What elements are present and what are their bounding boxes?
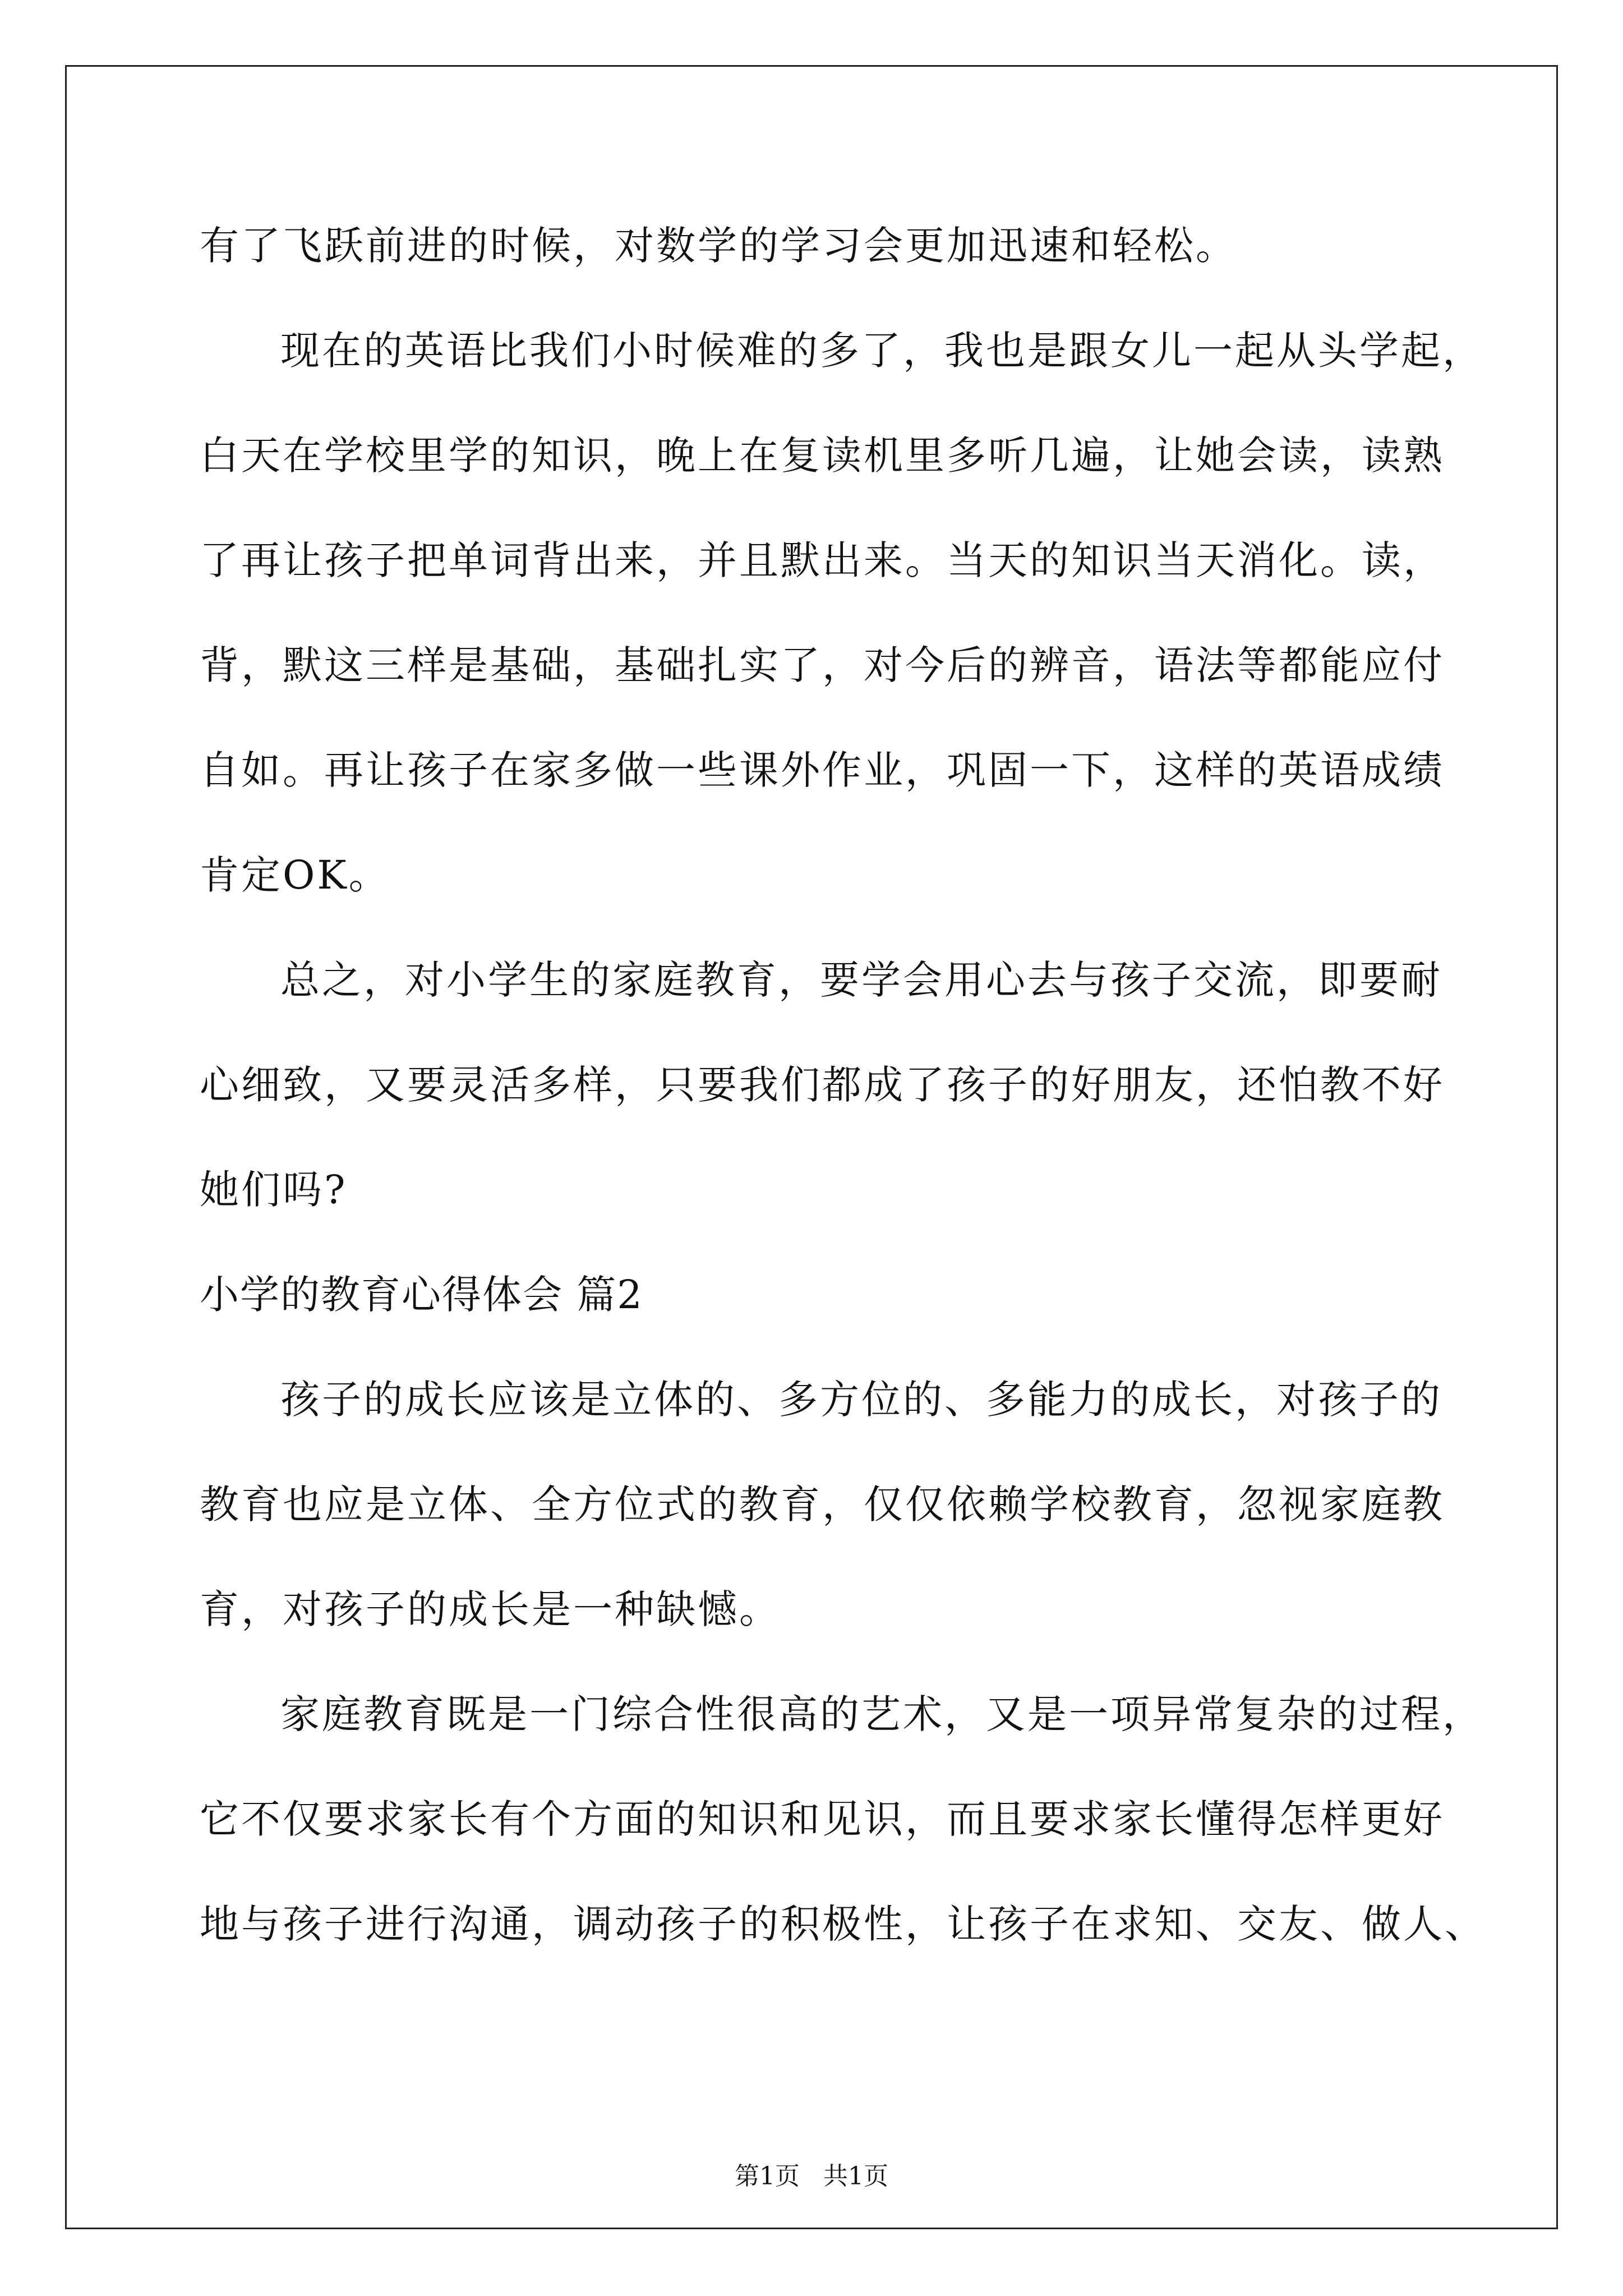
text-line-2: 现在的英语比我们小时候难的多了，我也是跟女儿一起从头学起， xyxy=(280,328,1484,374)
text-line-8: 总之，对小学生的家庭教育，要学会用心去与孩子交流，即要耐 xyxy=(280,957,1442,1003)
text-line-1: 有了飞跃前进的时候，对数学的学习会更加迅速和轻松。 xyxy=(200,223,1237,269)
text-line-3: 白天在学校里学的知识，晚上在复读机里多听几遍，让她会读，读熟 xyxy=(200,432,1445,478)
text-line-6: 自如。再让孩子在家多做一些课外作业，巩固一下，这样的英语成绩 xyxy=(200,747,1445,793)
text-line-5: 背，默这三样是基础，基础扎实了，对今后的辨音，语法等都能应付 xyxy=(200,642,1445,688)
text-line-12: 孩子的成长应该是立体的、多方位的、多能力的成长，对孩子的 xyxy=(280,1377,1442,1423)
text-line-13: 教育也应是立体、全方位式的教育，仅仅依赖学校教育，忽视家庭教 xyxy=(200,1481,1445,1527)
text-line-14: 育，对孩子的成长是一种缺憾。 xyxy=(200,1586,781,1632)
page-number-footer: 第1页 共1页 xyxy=(735,2162,888,2191)
text-line-16: 它不仅要求家长有个方面的知识和见识，而且要求家长懂得怎样更好 xyxy=(200,1796,1445,1842)
text-line-10: 她们吗? xyxy=(200,1167,348,1213)
text-line-9: 心细致，又要灵活多样，只要我们都成了孩子的好朋友，还怕教不好 xyxy=(200,1062,1445,1108)
section-heading: 小学的教育心得体会 篇2 xyxy=(200,1272,643,1318)
document-body xyxy=(200,212,1486,1995)
text-line-4: 了再让孩子把单词背出来，并且默出来。当天的知识当天消化。读， xyxy=(200,537,1445,583)
text-line-15: 家庭教育既是一门综合性很高的艺术，又是一项异常复杂的过程， xyxy=(280,1691,1484,1737)
text-line-17: 地与孩子进行沟通，调动孩子的积极性，让孩子在求知、交友、做人、 xyxy=(200,1901,1486,1947)
text-line-7: 肯定OK。 xyxy=(200,852,390,898)
